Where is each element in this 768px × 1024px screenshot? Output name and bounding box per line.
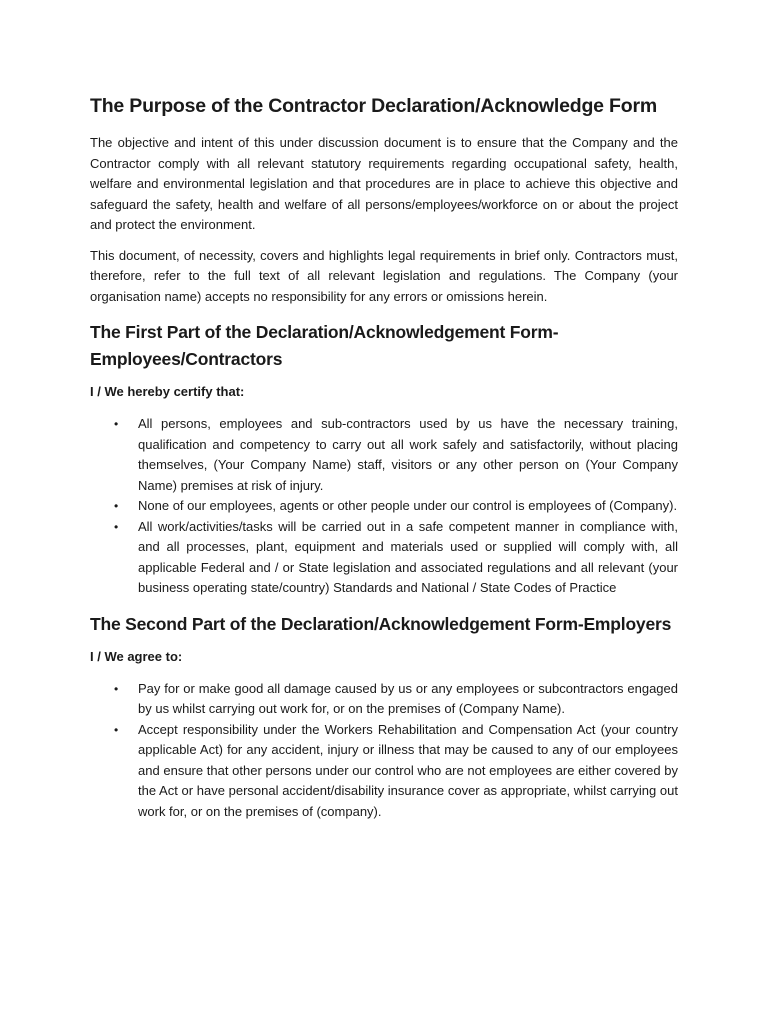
list-item <box>114 679 678 720</box>
section-lead-part1: I / We hereby certify that: <box>90 384 245 399</box>
bullet-list-part2 <box>90 679 678 823</box>
list-item <box>114 414 678 496</box>
section-heading-part1: The First Part of the Declaration/Acknowledgement Form-Employees/Contractors <box>90 322 559 369</box>
list-item-text: None of our employees, agents or other people under our control is employees of (Company). <box>138 498 678 513</box>
list-item <box>114 496 678 517</box>
bullet-icon: • <box>114 722 119 737</box>
list-item-text: Pay for or make good all damage caused by us or any employees or subcontractors engaged by us whilst carrying out work for, or on the premises of (Company Name). <box>138 680 678 716</box>
intro-paragraph: The objective and intent of this under discussion document is to ensure that the Company and the Contractor comply with all relevant statutory requirements regarding occupational safety, health, welfare and environmental legislation and that procedures are in place to achieve this objective and safeguard the safety, health and welfare of all persons/employees/workforce on or about the project and protect the environment. <box>90 135 678 232</box>
document-title: The Purpose of the Contractor Declaration/Acknowledge Form <box>90 95 657 117</box>
list-item-text: All work/activities/tasks will be carried out in a safe competent manner in compliance with, and all processes, plant, equipment and materials used or supplied will comply with, all applicable Federal and / or State legislation and associated regulations and all relevant (your business operating state/country) Standards and National / State Codes of Practice <box>138 518 678 595</box>
section-heading-part2: The Second Part of the Declaration/Acknowledgement Form-Employers <box>90 613 672 634</box>
list-item <box>114 720 678 823</box>
list-item <box>114 517 678 599</box>
list-item-text: Accept responsibility under the Workers Rehabilitation and Compensation Act (your country applicable Act) for any accident, injury or illness that may be caused to any of our employees and ensure that other persons under our control who are not employees are either covered by the Act or have personal accident/disability insurance cover as appropriate, whilst carrying out work for, or on the premises of (company). <box>138 721 678 819</box>
section-lead-part2: I / We agree to: <box>90 648 183 664</box>
list-item-text: All persons, employees and sub-contractors used by us have the necessary training, qualification and competency to carry out all work safely and satisfactorily, without placing themselves, (Your Company Name) staff, visitors or any other person on (Your Company Name) premises at risk of injury. <box>138 416 678 493</box>
bullet-icon: • <box>114 499 119 513</box>
intro-paragraph: This document, of necessity, covers and highlights legal requirements in brief only. Contractors must, therefore, refer to the full text of all relevant legislation and regulations. The Company (your organisation name) accepts no responsibility for any errors or omissions herein. <box>90 247 678 304</box>
bullet-icon: • <box>114 519 119 534</box>
document-page <box>90 92 678 834</box>
bullet-list-part1 <box>90 414 678 599</box>
bullet-icon: • <box>114 681 119 696</box>
bullet-icon: • <box>114 417 119 431</box>
